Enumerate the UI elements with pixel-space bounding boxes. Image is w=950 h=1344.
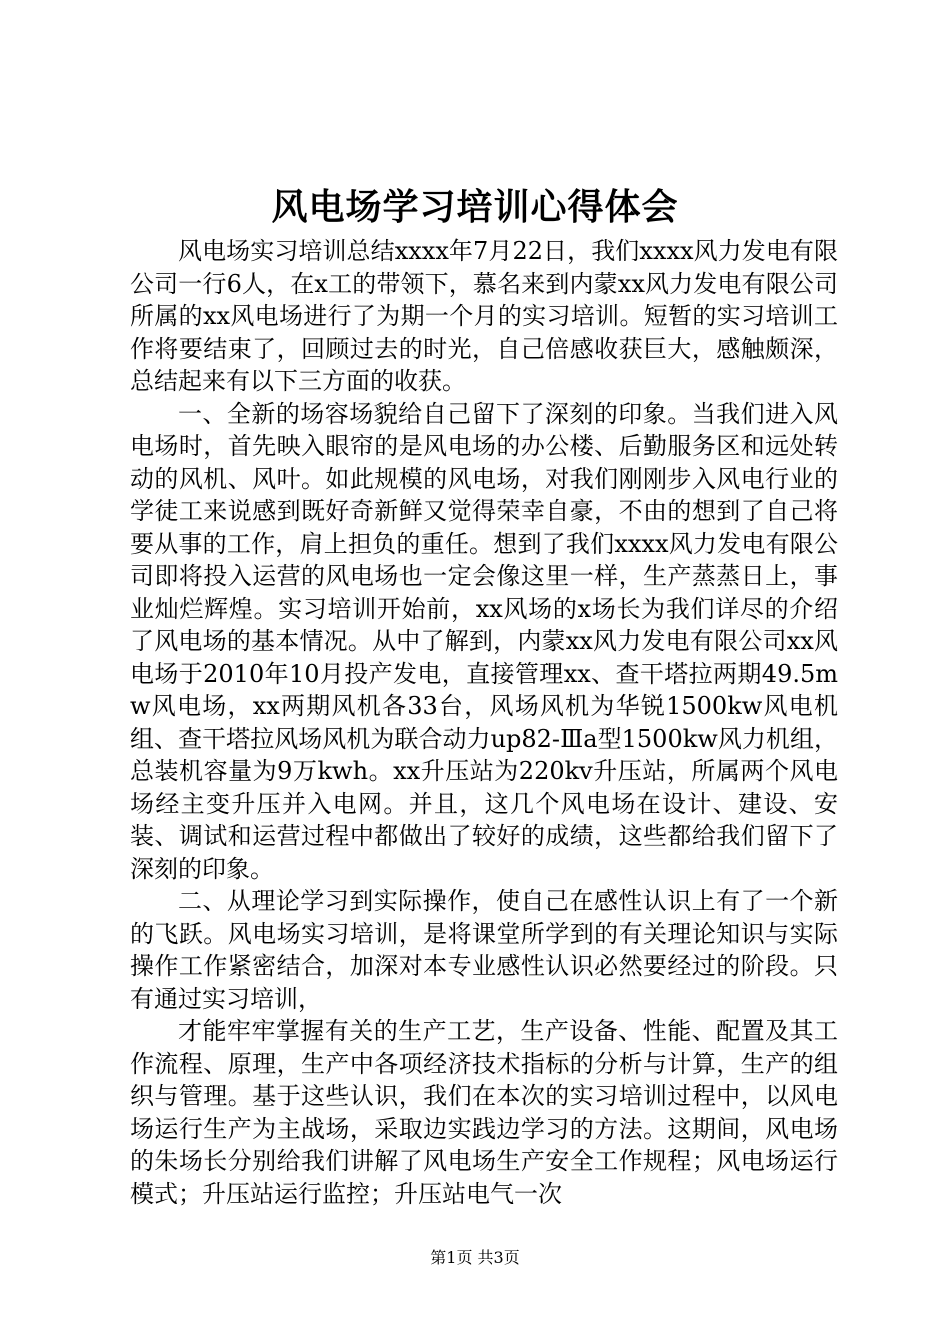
paragraph-1: 风电场实习培训总结xxxx年7月22日，我们xxxx风力发电有限公司一行6人，在x工的带领下，慕名来到内蒙xx风力发电有限公司所属的xx风电场进行了为期一个月的实习培训。短暂的实习培训工作将要结束了，回顾过去的时光，自己倍感收获巨大，感触颇深，总结起来有以下三方面的收获。 <box>130 237 838 395</box>
document-body <box>130 235 838 1210</box>
page-number-footer: 第1页 共3页 <box>430 1248 520 1267</box>
document-title: 风电场学习培训心得体会 <box>271 186 679 228</box>
paragraph-3: 二、从理论学习到实际操作，使自己在感性认识上有了一个新的飞跃。风电场实习培训，是将课堂所学到的有关理论知识与实际操作工作紧密结合，加深对本专业感性认识必然要经过的阶段。只有通过实习培训， <box>130 887 838 1013</box>
paragraph-4: 才能牢牢掌握有关的生产工艺，生产设备、性能、配置及其工作流程、原理，生产中各项经济技术指标的分析与计算，生产的组织与管理。基于这些认识，我们在本次的实习培训过程中，以风电场运行生产为主战场，采取边实践边学习的方法。这期间，风电场的朱场长分别给我们讲解了风电场生产安全工作规程；风电场运行模式；升压站运行监控；升压站电气一次 <box>130 1017 838 1208</box>
paragraph-2: 一、全新的场容场貌给自己留下了深刻的印象。当我们进入风电场时，首先映入眼帘的是风电场的办公楼、后勤服务区和远处转动的风机、风叶。如此规模的风电场，对我们刚刚步入风电行业的学徒工来说感到既好奇新鲜又觉得荣幸自豪，不由的想到了自己将要从事的工作，肩上担负的重任。想到了我们xxxx风力发电有限公司即将投入运营的风电场也一定会像这里一样，生产蒸蒸日上，事业灿烂辉煌。实习培训开始前，xx风场的x场长为我们详尽的介绍了风电场的基本情况。从中了解到，内蒙xx风力发电有限公司xx风电场于2010年10月投产发电，直接管理xx、查干塔拉两期49.5mw风电场，xx两期风机各33台，风场风机为华锐1500kw风电机组、查干塔拉风场风机为联合动力up82-Ⅲa型1500kw风力机组，总装机容量为9万kwh。xx升压站为220kv升压站，所属两个风电场经主变升压并入电网。并且，这几个风电场在设计、建设、安装、调试和运营过程中都做出了较好的成绩，这些都给我们留下了深刻的印象。 <box>130 399 838 883</box>
